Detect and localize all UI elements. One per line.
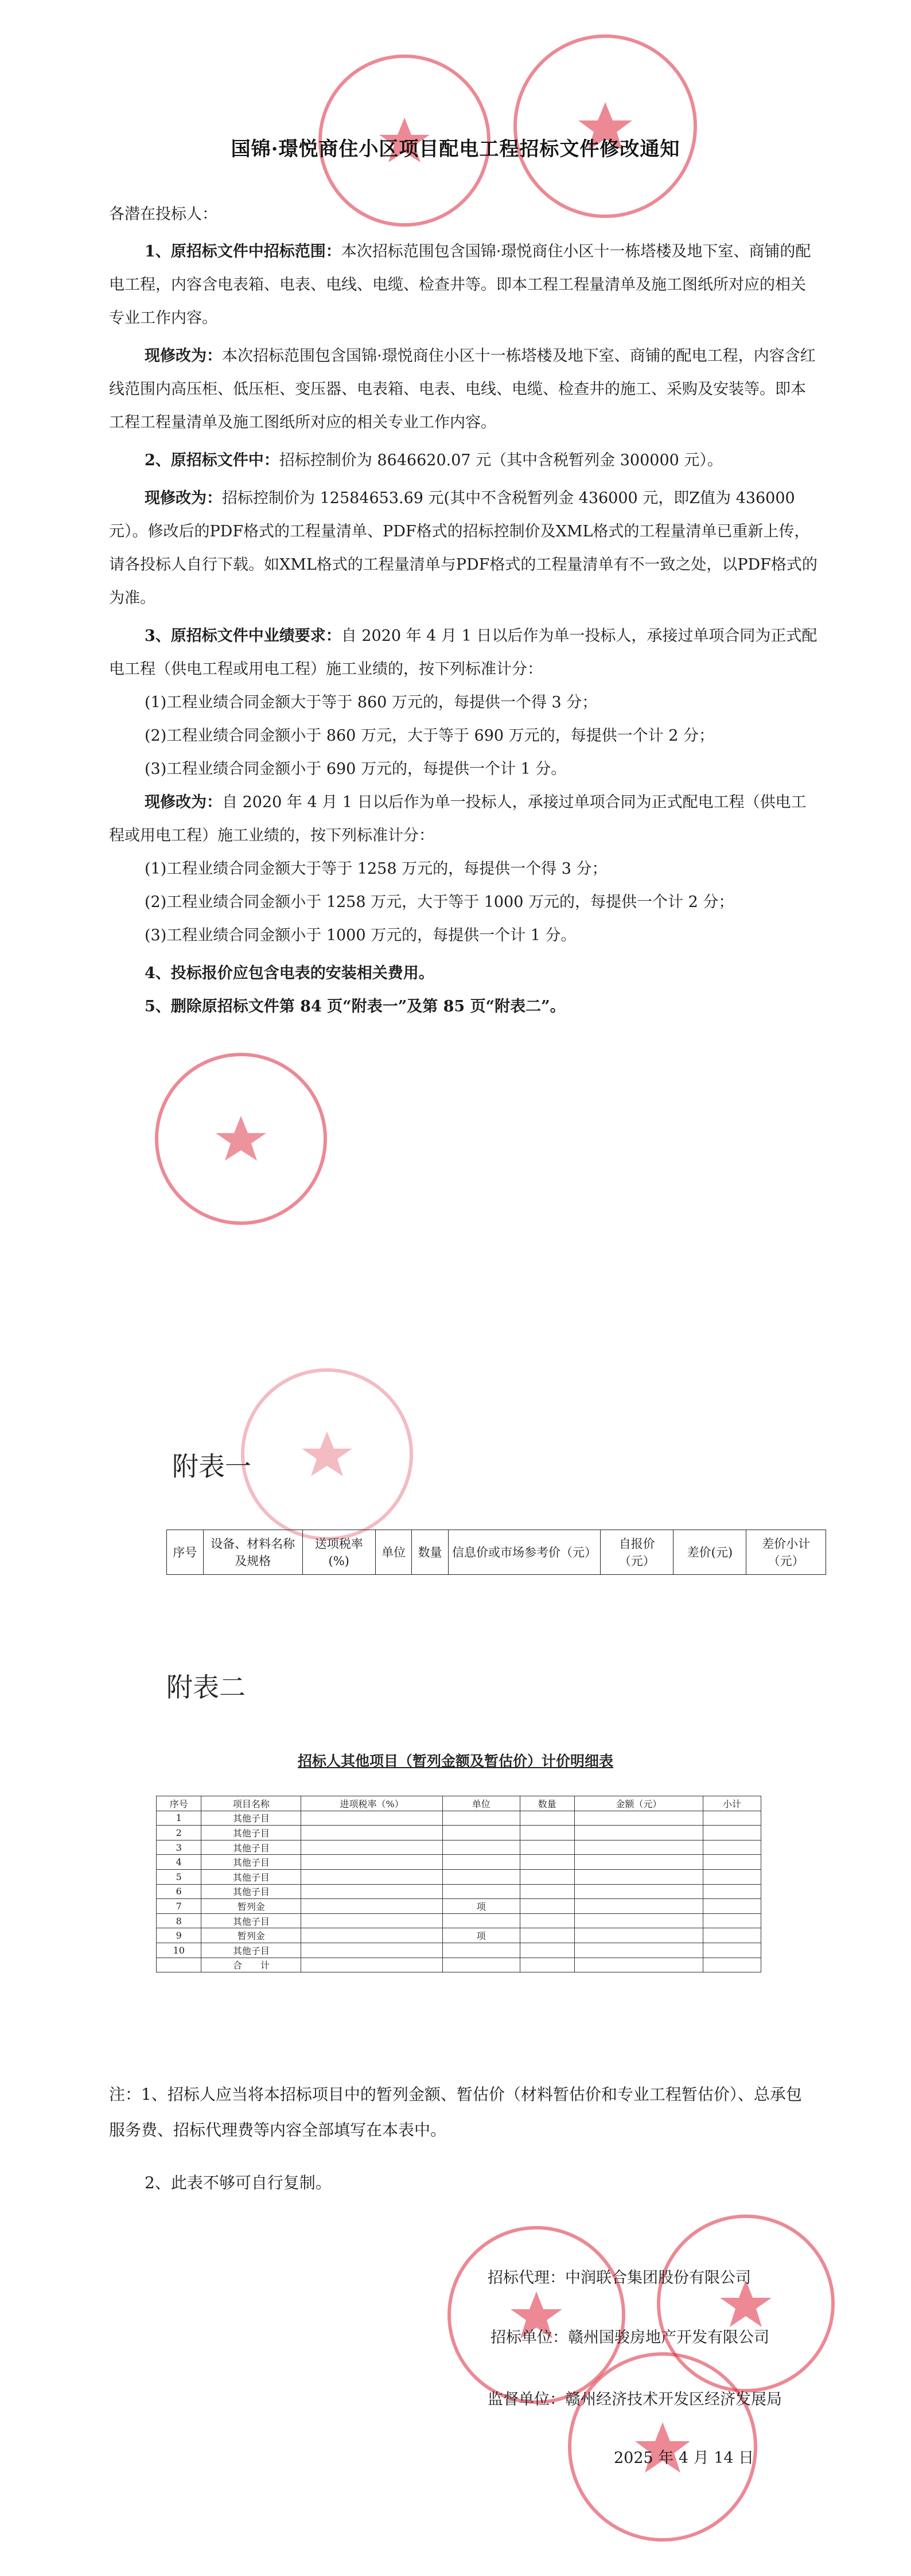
table-row [157, 1899, 761, 1914]
a1-col-no: 序号 [167, 1530, 204, 1575]
item-3 [109, 620, 820, 686]
item-2-change-text: 招标控制价为 12584653.69 元(其中不含税暂列金 436000 元，即Z值为 436000 元）。修改后的PDF格式的工程量清单、PDF格式的招标控制价及XML格式的工程量清单已重新上传，请各投标人自行下载。如XML格式的工程量清单与PDF格式的工程量清单有不一致之处，以PDF格式的为准。 [109, 489, 817, 607]
item-1-change [109, 340, 820, 439]
item-3-criterion-2: (2)工程业绩合同金额小于 860 万元，大于等于 690 万元的，每提供一个计 2 分； [145, 727, 714, 745]
row-name: 暂列金 [201, 1928, 301, 1943]
a1-col-diff: 差价(元) [673, 1530, 746, 1575]
table-row [157, 1884, 761, 1899]
table-row [157, 1855, 761, 1870]
appendix-2-header-row [157, 1796, 761, 1811]
item-2 [109, 444, 820, 477]
appendix-2-table-title: 招标人其他项目（暂列金额及暂估价）计价明细表 [297, 1753, 613, 1769]
a2-col-tax-rate: 进项税率（%） [301, 1796, 443, 1811]
appendix-2-title: 附表二 [166, 1672, 246, 1703]
row-name: 其他子目 [201, 1869, 301, 1884]
item-3-text: 自 2020 年 4 月 1 日以后作为单一投标人，承接过单项合同为正式配电工程（供电工程或用电工程）施工业绩的，按下列标准计分： [109, 627, 817, 678]
row-unit [442, 1884, 520, 1899]
agent-label: 招标代理： [488, 2269, 565, 2287]
agency-seal-mid [241, 1368, 413, 1540]
row-no: 6 [157, 1884, 201, 1899]
appendix-1-header-row [167, 1530, 826, 1575]
a2-col-amount: 金额（元） [574, 1796, 703, 1811]
row-unit: 项 [442, 1928, 520, 1943]
item-2-heading: 2、原招标文件中： [145, 452, 279, 469]
row-unit [442, 1826, 520, 1840]
item-3-change-label: 现修改为： [145, 793, 222, 811]
agent-name: 中润联合集团股份有限公司 [565, 2269, 751, 2287]
row-name: 其他子目 [201, 1855, 301, 1870]
item-1-heading: 1、原招标文件中招标范围： [145, 243, 341, 260]
total-row [157, 1958, 761, 1972]
appendix-1-title: 附表一 [172, 1451, 251, 1482]
a2-col-subtotal: 小计 [703, 1796, 761, 1811]
item-1 [109, 235, 820, 335]
row-unit [442, 1913, 520, 1928]
a1-col-diff-subtotal: 差价小计（元） [746, 1530, 826, 1575]
row-no: 1 [157, 1811, 201, 1826]
row-name: 其他子目 [201, 1811, 301, 1826]
signature-tenderer [490, 2325, 769, 2347]
item-2-change-label: 现修改为： [145, 489, 222, 507]
item-1-change-label: 现修改为： [145, 347, 222, 365]
row-no: 9 [157, 1928, 201, 1943]
appendix-2-table [156, 1796, 761, 1972]
table-row [157, 1913, 761, 1928]
signature-date: 2025 年 4 月 14 日 [614, 2449, 754, 2467]
a2-col-name: 项目名称 [201, 1796, 301, 1811]
table-row [157, 1943, 761, 1958]
item-4: 4、投标报价应包含电表的安装相关费用。 [145, 964, 434, 982]
row-name: 暂列金 [201, 1899, 301, 1914]
a2-col-no: 序号 [157, 1796, 201, 1811]
table-row [157, 1811, 761, 1826]
row-no: 10 [157, 1943, 201, 1958]
note-1: 注：1、招标人应当将本招标项目中的暂列金额、暂估价（材料暂估价和专业工程暂估价）、总承包服务费、招标代理费等内容全部填写在本表中。 [109, 2085, 802, 2139]
table-row [157, 1928, 761, 1943]
row-name: 其他子目 [201, 1840, 301, 1855]
row-unit: 项 [442, 1899, 520, 1914]
tenderer-name: 赣州国骏房地产开发有限公司 [568, 2329, 769, 2347]
row-name: 其他子目 [201, 1884, 301, 1899]
table-row [157, 1840, 761, 1855]
item-5: 5、删除原招标文件第 84 页“附表一”及第 85 页“附表二”。 [145, 998, 566, 1015]
notes [109, 2077, 815, 2201]
row-no: 5 [157, 1869, 201, 1884]
item-3-change-criterion-2: (2)工程业绩合同金额小于 1258 万元，大于等于 1000 万元的，每提供一个计 2 分； [145, 893, 734, 911]
a2-col-qty: 数量 [520, 1796, 574, 1811]
signature-supervisor [488, 2387, 782, 2409]
a1-col-tax-rate: 送项税率(%) [302, 1530, 375, 1575]
tenderer-label: 招标单位： [490, 2329, 568, 2347]
row-no: 3 [157, 1840, 201, 1855]
developer-seal-mid [155, 1053, 327, 1225]
item-2-change [109, 482, 820, 615]
signature-agent [488, 2265, 751, 2287]
item-3-change [109, 786, 820, 853]
row-name: 其他子目 [201, 1913, 301, 1928]
row-unit [442, 1840, 520, 1855]
item-3-change-text: 自 2020 年 4 月 1 日以后作为单一投标人，承接过单项合同为正式配电工程（供电工程或用电工程）施工业绩的，按下列标准计分： [109, 793, 807, 845]
item-1-change-text: 本次招标范围包含国锦·璟悦商住小区十一栋塔楼及地下室、商铺的配电工程，内容含红线范围内高压柜、低压柜、变压器、电表箱、电表、电线、电缆、检查井的施工、采购及安装等。即本工程工程量清单及施工图纸所对应的相关专业工作内容。 [109, 347, 816, 431]
row-no: 7 [157, 1899, 201, 1914]
a1-col-ref-price: 信息价或市场参考价（元） [448, 1530, 601, 1575]
a2-col-unit: 单位 [442, 1796, 520, 1811]
item-1-text: 本次招标范围包含国锦·璟悦商住小区十一栋塔楼及地下室、商铺的配电工程，内容含电表箱、电表、电线、电缆、检查井等。即本工程工程量清单及施工图纸所对应的相关专业工作内容。 [109, 243, 811, 327]
note-2: 2、此表不够可自行复制。 [145, 2173, 332, 2192]
a1-col-qty: 数量 [412, 1530, 449, 1575]
item-2-text: 招标控制价为 8646620.07 元（其中含税暂列金 300000 元）。 [279, 452, 723, 469]
row-unit [442, 1943, 520, 1958]
row-name: 其他子目 [201, 1826, 301, 1840]
item-3-criterion-3: (3)工程业绩合同金额小于 690 万元的，每提供一个计 1 分。 [145, 760, 567, 778]
supervisor-label: 监督单位： [488, 2391, 565, 2408]
supervisor-name: 赣州经济技术开发区经济发展局 [565, 2391, 782, 2408]
row-unit [442, 1855, 520, 1870]
item-3-criterion-1: (1)工程业绩合同金额大于等于 860 万元的，每提供一个得 3 分； [145, 694, 598, 711]
salutation: 各潜在投标人： [109, 205, 217, 223]
a1-col-own-price: 自报价（元） [601, 1530, 673, 1575]
row-no: 2 [157, 1826, 201, 1840]
row-no: 8 [157, 1913, 201, 1928]
row-no: 4 [157, 1855, 201, 1870]
table-row [157, 1826, 761, 1840]
notice-body [109, 235, 820, 1024]
item-3-change-criterion-3: (3)工程业绩合同金额小于 1000 万元的，每提供一个计 1 分。 [145, 927, 577, 944]
table-row [157, 1869, 761, 1884]
item-3-heading: 3、原招标文件中业绩要求： [145, 627, 341, 645]
item-3-change-criterion-1: (1)工程业绩合同金额大于等于 1258 万元的，每提供一个得 3 分； [145, 860, 608, 878]
a1-col-unit: 单位 [375, 1530, 412, 1575]
a1-col-material: 设备、材料名称及规格 [203, 1530, 302, 1575]
row-unit [442, 1869, 520, 1884]
notice-title: 国锦·璟悦商住小区项目配电工程招标文件修改通知 [231, 138, 680, 161]
appendix-1-table [166, 1530, 826, 1575]
total-label: 合 计 [201, 1958, 301, 1972]
row-name: 其他子目 [201, 1943, 301, 1958]
row-unit [442, 1811, 520, 1826]
agency-seal-top [513, 34, 697, 218]
